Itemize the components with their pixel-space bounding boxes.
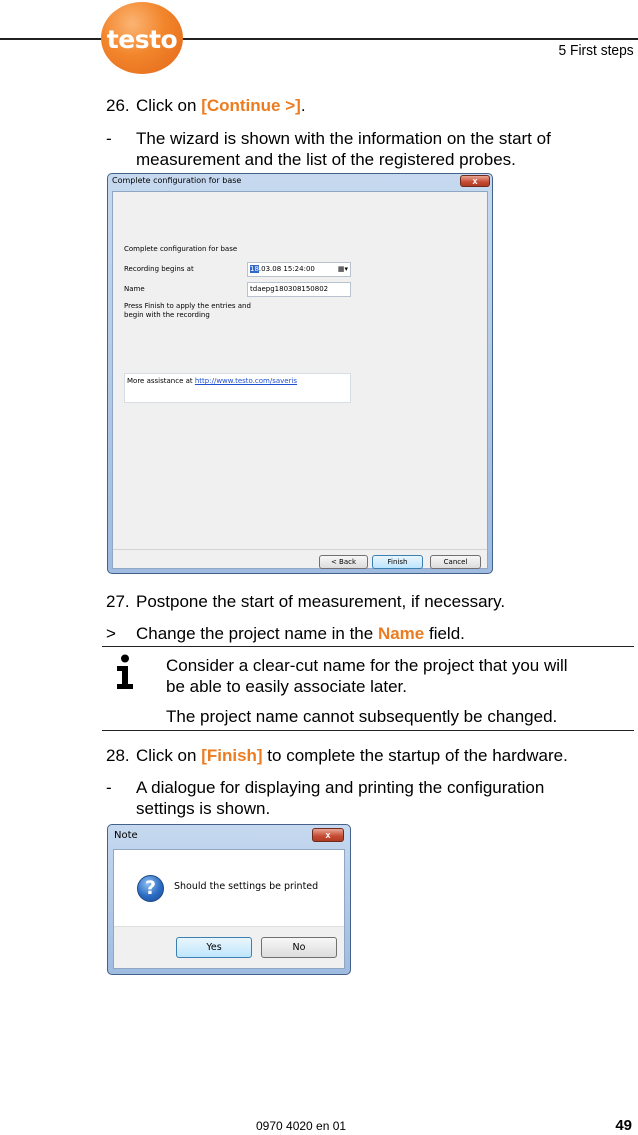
substep-suffix: field.	[424, 624, 465, 643]
step-28-result-line2: settings is shown.	[136, 799, 271, 818]
name-label: Name	[124, 285, 145, 293]
substep-prefix: Change the project name in the	[136, 624, 378, 643]
step-26-suffix: .	[300, 96, 306, 115]
header-rule	[0, 38, 638, 40]
finish-instruction-line1: Press Finish to apply the entries and	[124, 302, 251, 310]
step-number-26: 26.	[106, 96, 130, 115]
finish-button[interactable]: Finish	[372, 555, 423, 569]
recording-value: .03.08 15:24:00	[258, 265, 315, 273]
info-icon	[113, 654, 137, 690]
step-26-result-line1: The wizard is shown with the information on the start of	[136, 129, 551, 148]
config-dialog-client	[112, 191, 488, 569]
step-26-prefix: Click on	[136, 96, 202, 115]
info-line2: be able to easily associate later.	[166, 677, 407, 696]
finish-instruction	[124, 302, 251, 320]
back-button[interactable]: < Back	[319, 555, 368, 569]
print-question: Should the settings be printed	[174, 881, 319, 892]
info-box-top-rule	[102, 646, 634, 647]
info-text	[166, 655, 626, 697]
question-icon: ?	[137, 875, 164, 902]
note-dialog-screenshot	[107, 824, 351, 975]
finish-instruction-line2: begin with the recording	[124, 311, 210, 319]
button-separator	[113, 549, 487, 550]
calendar-dropdown-icon[interactable]: ▦▾	[337, 265, 348, 273]
sub-step-marker: >	[106, 624, 116, 643]
section-title: 5 First steps	[558, 42, 634, 59]
info-box-bottom-rule	[102, 730, 634, 731]
close-icon[interactable]: x	[312, 828, 344, 842]
continue-action-label: [Continue >]	[201, 96, 301, 115]
step-28-suffix: to complete the startup of the hardware.	[262, 746, 568, 765]
step-27-text: Postpone the start of measurement, if necessary.	[136, 592, 506, 611]
step-28-result	[136, 777, 616, 819]
page-number: 49	[615, 1117, 632, 1134]
recording-datetime-field[interactable]	[247, 262, 351, 277]
step-number-27: 27.	[106, 592, 130, 611]
step-number-28: 28.	[106, 746, 130, 765]
step-28-text	[136, 745, 616, 766]
recording-selected-part: 18	[250, 265, 259, 273]
note-dialog-client	[113, 849, 345, 969]
step-28-result-line1: A dialogue for displaying and printing the configuration	[136, 778, 545, 797]
step-26-result-line2: measurement and the list of the registered probes.	[136, 150, 516, 169]
name-field[interactable]: tdaepg180308150802	[247, 282, 351, 297]
step-27-substep	[136, 623, 616, 644]
testo-logo	[101, 2, 183, 74]
result-marker: -	[106, 129, 112, 148]
yes-button[interactable]: Yes	[176, 937, 252, 958]
assistance-box	[124, 373, 351, 403]
step-26-result	[136, 128, 616, 170]
step-26-text	[136, 95, 616, 116]
close-icon[interactable]: x	[460, 175, 490, 187]
step-28-prefix: Click on	[136, 746, 202, 765]
name-field-label: Name	[377, 624, 425, 643]
no-button[interactable]: No	[261, 937, 337, 958]
document-number: 0970 4020 en 01	[256, 1119, 347, 1133]
logo-text: testo	[106, 24, 178, 54]
config-dialog-screenshot	[107, 173, 493, 574]
result-marker-2: -	[106, 778, 112, 797]
config-dialog-title: Complete configuration for base	[112, 176, 242, 185]
note-dialog-title: Note	[114, 830, 138, 841]
assistance-link[interactable]: http://www.testo.com/saveris	[194, 377, 298, 385]
config-heading: Complete configuration for base	[124, 245, 238, 253]
note-dialog-button-area	[114, 926, 344, 968]
info-warning: The project name cannot subsequently be changed.	[166, 707, 558, 726]
cancel-button[interactable]: Cancel	[430, 555, 481, 569]
finish-action-label: [Finish]	[201, 746, 263, 765]
assistance-text: More assistance at	[127, 377, 195, 385]
recording-label: Recording begins at	[124, 265, 194, 273]
info-line1: Consider a clear-cut name for the project that you will	[166, 656, 568, 675]
